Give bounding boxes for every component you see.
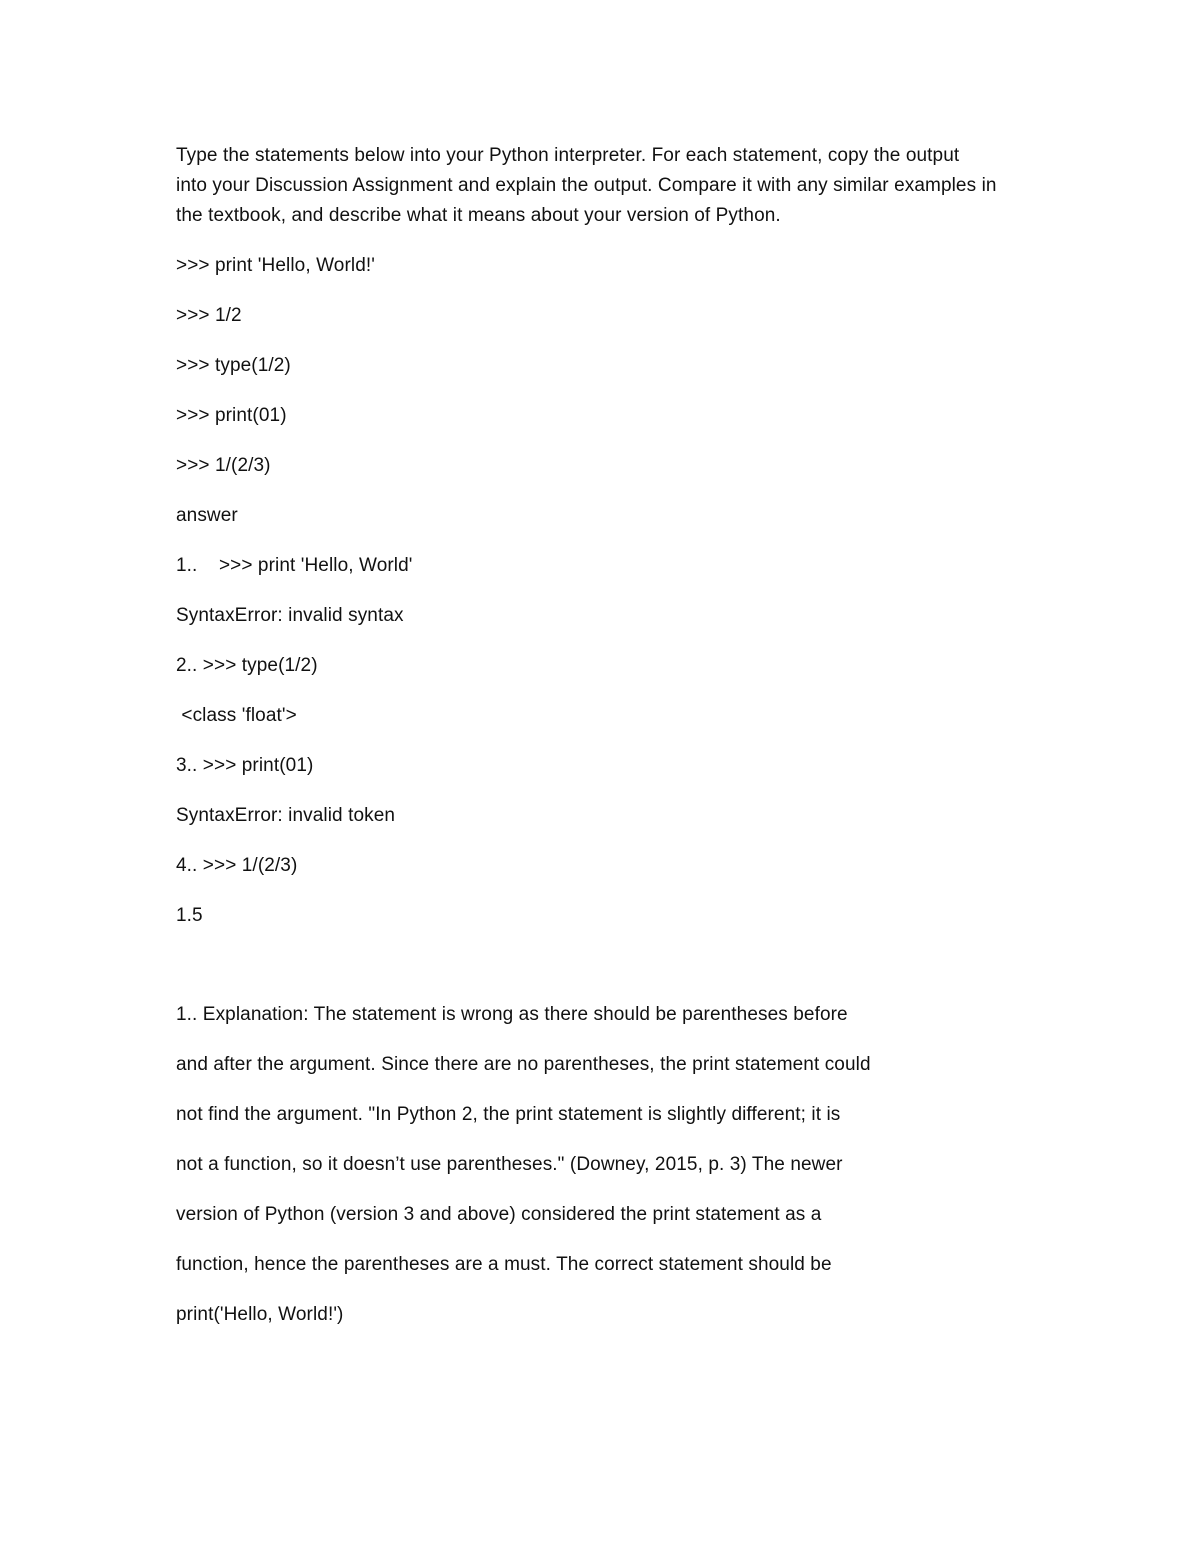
explanation-line-4: not a function, so it doesn’t use parentheses." (Downey, 2015, p. 3) The newer <box>176 1154 843 1175</box>
answer-label: answer <box>176 505 238 526</box>
intro-line-2: into your Discussion Assignment and explain the output. Compare it with any similar examples in <box>176 175 997 196</box>
explanation-line-7: print('Hello, World!') <box>176 1304 344 1325</box>
answer-line-3: 2.. >>> type(1/2) <box>176 655 318 676</box>
intro-line-3: the textbook, and describe what it means about your version of Python. <box>176 205 781 226</box>
statement-2: >>> 1/2 <box>176 305 242 326</box>
statement-1: >>> print 'Hello, World!' <box>176 255 375 276</box>
answer-line-4: <class 'float'> <box>176 705 297 726</box>
statement-4: >>> print(01) <box>176 405 287 426</box>
explanation-line-6: function, hence the parentheses are a must. The correct statement should be <box>176 1254 832 1275</box>
answer-line-8: 1.5 <box>176 905 203 926</box>
statement-3: >>> type(1/2) <box>176 355 291 376</box>
explanation-line-2: and after the argument. Since there are no parentheses, the print statement could <box>176 1054 871 1075</box>
answer-line-6: SyntaxError: invalid token <box>176 805 396 826</box>
answer-line-5: 3.. >>> print(01) <box>176 755 314 776</box>
answer-line-2: SyntaxError: invalid syntax <box>176 605 404 626</box>
explanation-line-3: not find the argument. "In Python 2, the print statement is slightly different; it is <box>176 1104 841 1125</box>
explanation-line-5: version of Python (version 3 and above) considered the print statement as a <box>176 1204 822 1225</box>
statement-5: >>> 1/(2/3) <box>176 455 271 476</box>
answer-line-1: 1.. >>> print 'Hello, World' <box>176 555 413 576</box>
intro-line-1: Type the statements below into your Python interpreter. For each statement, copy the output <box>176 145 960 166</box>
answer-line-7: 4.. >>> 1/(2/3) <box>176 855 298 876</box>
explanation-line-1: 1.. Explanation: The statement is wrong as there should be parentheses before <box>176 1004 848 1025</box>
